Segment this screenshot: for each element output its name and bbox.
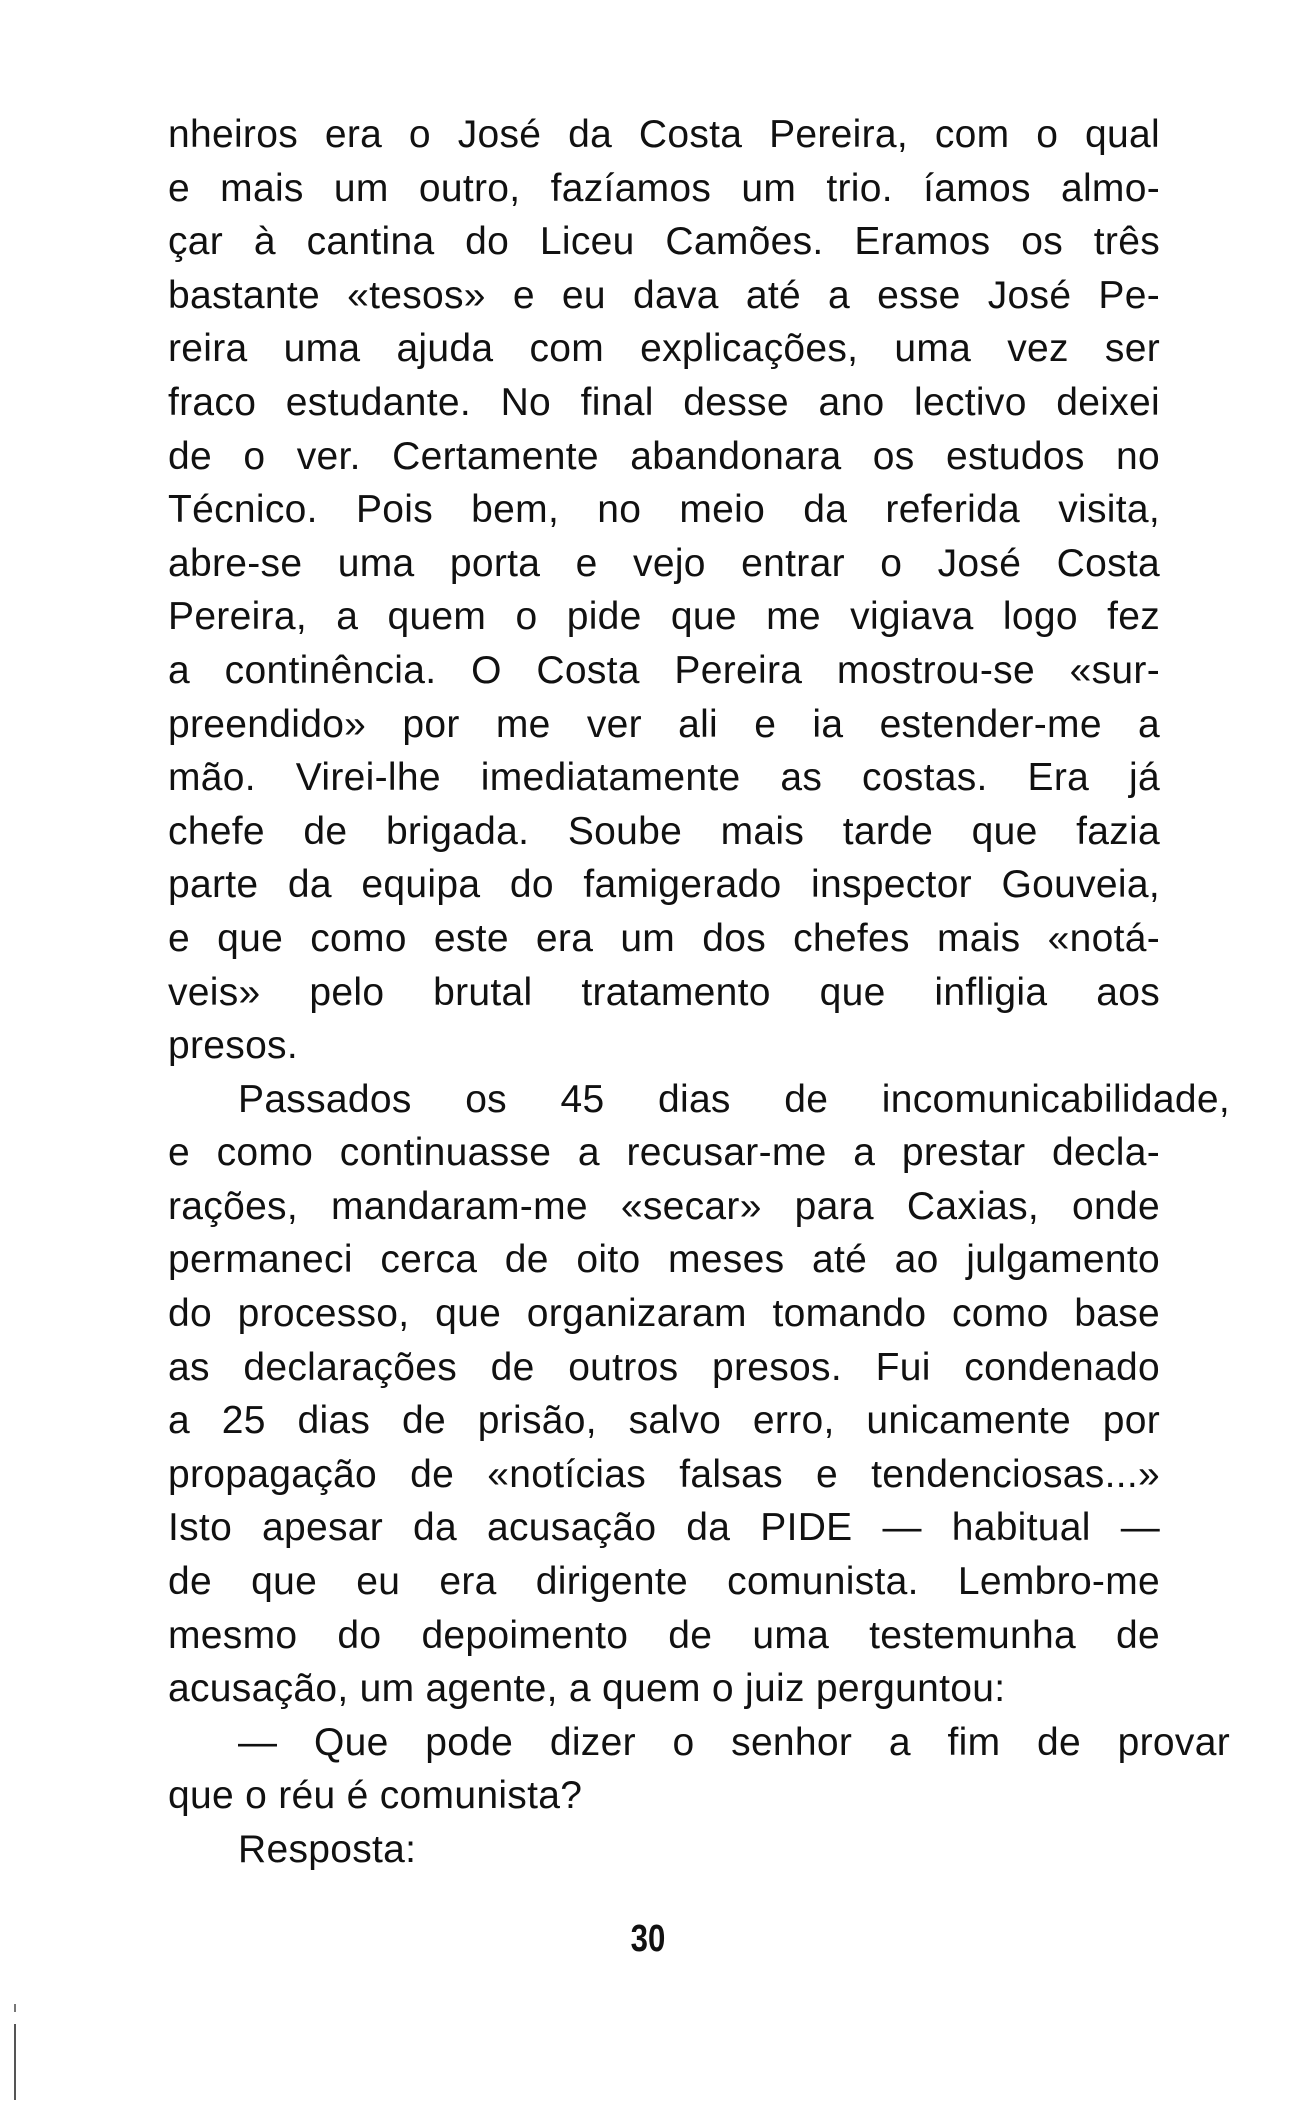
text-line: Resposta: [238, 1828, 417, 1871]
text-line: e mais um outro, fazíamos um trio. íamos almo- [168, 166, 1160, 210]
text-line: mão. Virei-lhe imediatamente as costas. Era já [168, 756, 1160, 800]
body-text [168, 108, 1230, 1877]
text-line: abre-se uma porta e vejo entrar o José Costa [168, 541, 1160, 585]
text-line: do processo, que organizaram tomando como base [168, 1292, 1160, 1336]
text-line: Isto apesar da acusação da PIDE — habitual — [168, 1506, 1160, 1550]
text-line: que o réu é comunista? [168, 1774, 583, 1818]
text-line: a 25 dias de prisão, salvo erro, unicamente por [168, 1399, 1160, 1443]
text-line: presos. [168, 1024, 298, 1068]
margin-scan-line [14, 2024, 16, 2100]
text-line: de o ver. Certamente abandonara os estudos no [168, 434, 1160, 478]
text-line: Técnico. Pois bem, no meio da referida visita, [168, 488, 1160, 532]
text-line: acusação, um agente, a quem o juiz perguntou: [168, 1667, 1006, 1711]
text-line: e que como este era um dos chefes mais «notá- [168, 916, 1160, 960]
text-line: mesmo do depoimento de uma testemunha de [168, 1613, 1160, 1657]
text-line: fraco estudante. No final desse ano lectivo deixei [168, 380, 1160, 424]
paragraph-p4 [168, 1823, 1160, 1877]
text-line: de que eu era dirigente comunista. Lembro-me [168, 1560, 1160, 1604]
text-line: parte da equipa do famigerado inspector Gouveia, [168, 863, 1160, 907]
text-line: bastante «tesos» e eu dava até a esse José Pe- [168, 273, 1160, 317]
text-line: permaneci cerca de oito meses até ao julgamento [168, 1238, 1160, 1282]
text-line: — Que pode dizer o senhor a fim de provar [238, 1720, 1230, 1764]
text-line: rações, mandaram-me «secar» para Caxias, onde [168, 1184, 1160, 1228]
text-line: chefe de brigada. Soube mais tarde que fazia [168, 809, 1160, 853]
text-line: çar à cantina do Liceu Camões. Eramos os três [168, 220, 1160, 264]
paragraph-p1 [168, 108, 1160, 1073]
text-line: as declarações de outros presos. Fui condenado [168, 1345, 1160, 1389]
text-line: Passados os 45 dias de incomunicabilidade, [238, 1077, 1230, 1121]
page-number: 30 [630, 1918, 666, 1960]
text-line: a continência. O Costa Pereira mostrou-se «sur- [168, 648, 1160, 692]
margin-scan-mark [14, 2004, 16, 2012]
text-line: nheiros era o José da Costa Pereira, com o qual [168, 113, 1160, 156]
text-line: e como continuasse a recusar-me a prestar decla- [168, 1131, 1160, 1175]
text-line: preendido» por me ver ali e ia estender-me a [168, 702, 1160, 746]
text-line: Pereira, a quem o pide que me vigiava logo fez [168, 595, 1160, 639]
text-line: veis» pelo brutal tratamento que infligia aos [168, 970, 1160, 1014]
paragraph-p3 [168, 1716, 1230, 1823]
text-line: reira uma ajuda com explicações, uma vez ser [168, 327, 1160, 371]
paragraph-p2 [168, 1073, 1230, 1716]
text-line: propagação de «notícias falsas e tendenciosas...» [168, 1452, 1160, 1496]
